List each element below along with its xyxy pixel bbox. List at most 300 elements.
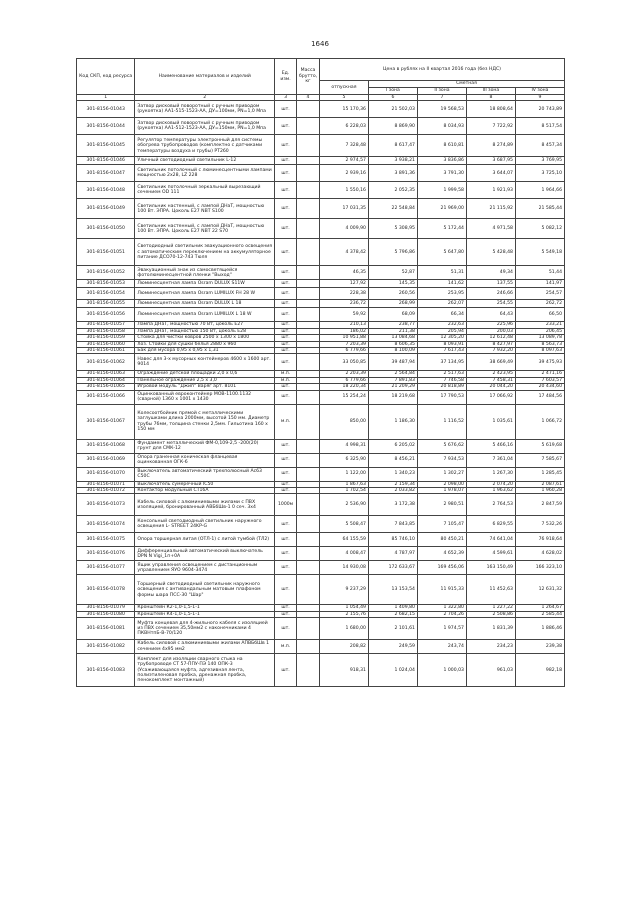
price-zone-4: 17 484,56 [515, 390, 564, 404]
price-zone-1: 8 456,21 [368, 453, 417, 467]
price-selling: 6 228,03 [319, 118, 368, 135]
table-row [77, 308, 565, 322]
table-row [77, 288, 565, 300]
price-zone-2: 1 999,58 [417, 182, 466, 199]
item-name: Кронштейн К4-1,0-1,5-1-1 [135, 611, 275, 617]
price-zone-4: 66,50 [515, 308, 564, 322]
price-zone-4: 254,57 [515, 288, 564, 300]
price-zone-4: 12 631,32 [515, 575, 564, 605]
price-zone-2: 1 974,57 [417, 618, 466, 640]
price-zone-3: 20 044,20 [466, 384, 515, 390]
header-mass: Масса брутто, кг [297, 59, 320, 95]
price-zone-1: 52,87 [368, 266, 417, 280]
page-number: 1646 [311, 40, 329, 48]
price-zone-2: 1 978,07 [417, 488, 466, 494]
price-zone-1: 13 153,54 [368, 575, 417, 605]
item-mass [297, 280, 320, 288]
table-row [77, 157, 565, 165]
item-unit: м.п. [275, 640, 297, 654]
header-unit: Ед. изм. [275, 59, 297, 95]
item-code: 301-8156-01058 [77, 328, 135, 334]
price-selling: 1 680,00 [319, 618, 368, 640]
price-zone-4: 5 549,18 [515, 239, 564, 266]
price-zone-3: 4 599,61 [466, 547, 515, 561]
price-zone-1: 2 682,15 [368, 611, 417, 617]
item-code: 301-8156-01051 [77, 239, 135, 266]
item-name: Выключатель автоматический трехполюсный Ас63 С50С [135, 467, 275, 481]
price-zone-2: 7 617,43 [417, 348, 466, 354]
item-mass [297, 561, 320, 575]
table-row [77, 390, 565, 404]
price-zone-4: 5 082,12 [515, 219, 564, 239]
item-name: Регулятор температуры электронный для системы обогрева трубопроводов (комплектно с датчиками температуры воздуха и грубы) РТ260 [135, 135, 275, 157]
price-selling: 4 008,47 [319, 547, 368, 561]
column-number: 4 [297, 95, 320, 101]
price-zone-2: 141,62 [417, 280, 466, 288]
item-code: 301-8156-01062 [77, 354, 135, 371]
item-name: Навес для 3-х мусорных контейнеров 4600 х 1600 арт. 9014 [135, 354, 275, 371]
item-name: Кабель силовой с алюминиевыми жилами АПВБбШв 1 сечением 4х95 мм2 [135, 640, 275, 654]
table-row [77, 219, 565, 239]
price-zone-1: 7 891,83 [368, 377, 417, 383]
price-zone-3: 137,55 [466, 280, 515, 288]
price-selling: 236,72 [319, 300, 368, 308]
price-zone-1: 22 548,84 [368, 199, 417, 219]
item-name: Ящик управления освещением с дистанционным управлением ЯУО 9604-3474 [135, 561, 275, 575]
price-selling: 210,13 [319, 322, 368, 328]
item-mass [297, 101, 320, 118]
column-number: 1 [77, 95, 135, 101]
price-zone-1: 8 617,47 [368, 135, 417, 157]
item-name: Колесоотбойник прямой с металлическими заглушками длина 2000мм, высотой 150 мм. Диаметр трубы 76мм, толщина стенки 2,5мм. Гильотина 160 х 150 мм [135, 404, 275, 439]
price-zone-3: 18 808,64 [466, 101, 515, 118]
price-selling: 2 536,90 [319, 494, 368, 516]
price-zone-2: 5 676,62 [417, 439, 466, 453]
item-mass [297, 547, 320, 561]
price-zone-2: 232,63 [417, 322, 466, 328]
item-unit: шт. [275, 199, 297, 219]
item-name: Комплект для изоляции сварного стыка на трубопроводе СТ 57-ППУ-ПЭ 140 ОПК-3 (Усаживающаяся муфта, адгезивная лента, полиэтиленовая пробка, дренажная пробка, пенокомплект монтажный) [135, 654, 275, 687]
price-zone-4: 2 847,59 [515, 494, 564, 516]
item-code: 301-8156-01078 [77, 575, 135, 605]
price-zone-4: 1 066,72 [515, 404, 564, 439]
item-code: 301-8156-01059 [77, 335, 135, 341]
price-zone-2: 5 172,44 [417, 219, 466, 239]
item-name: Светильник настенный, с лампой ДНаТ, мощностью 100 Вт. ЭПРА. Цоколь E27 NBT S100 [135, 199, 275, 219]
price-zone-3: 11 452,63 [466, 575, 515, 605]
price-zone-3: 8 427,97 [466, 341, 515, 347]
price-zone-4: 8 457,34 [515, 135, 564, 157]
item-mass [297, 288, 320, 300]
item-unit: шт. [275, 118, 297, 135]
item-code: 301-8156-01049 [77, 199, 135, 219]
price-zone-3: 64,43 [466, 308, 515, 322]
table-row [77, 118, 565, 135]
header-zone-3: III зона [466, 88, 515, 95]
item-code: 301-8156-01045 [77, 135, 135, 157]
price-zone-4: 239,38 [515, 640, 564, 654]
table-row [77, 575, 565, 605]
price-zone-2: 7 105,47 [417, 516, 466, 533]
table-row [77, 266, 565, 280]
price-zone-3: 17 066,92 [466, 390, 515, 404]
table-row [77, 199, 565, 219]
table-row [77, 516, 565, 533]
price-zone-3: 254,55 [466, 300, 515, 308]
table-row [77, 101, 565, 118]
price-zone-4: 13 089,78 [515, 335, 564, 341]
price-zone-1: 2 159,34 [368, 481, 417, 487]
price-zone-3: 1 831,39 [466, 618, 515, 640]
price-zone-3: 6 829,55 [466, 516, 515, 533]
table-row [77, 654, 565, 687]
price-selling: 14 930,08 [319, 561, 368, 575]
item-unit: шт. [275, 219, 297, 239]
price-zone-4: 7 532,26 [515, 516, 564, 533]
price-zone-3: 74 641,04 [466, 533, 515, 547]
price-selling: 127,92 [319, 280, 368, 288]
price-zone-4: 233,21 [515, 322, 564, 328]
item-code: 301-8156-01048 [77, 182, 135, 199]
item-code: 301-8156-01054 [77, 288, 135, 300]
table-row [77, 561, 565, 575]
price-selling: 9 237,29 [319, 575, 368, 605]
table-row [77, 182, 565, 199]
price-selling: 208,82 [319, 640, 368, 654]
price-zone-1: 18 219,68 [368, 390, 417, 404]
price-selling: 4 009,90 [319, 219, 368, 239]
price-zone-1: 68,09 [368, 308, 417, 322]
price-zone-3: 1 267,30 [466, 467, 515, 481]
item-mass [297, 300, 320, 308]
item-code: 301-8156-01080 [77, 611, 135, 617]
price-zone-4: 4 628,02 [515, 547, 564, 561]
price-selling: 6 779,66 [319, 348, 368, 354]
item-unit: шт. [275, 354, 297, 371]
price-zone-1: 13 084,68 [368, 335, 417, 341]
table-row [77, 533, 565, 547]
item-code: 301-8156-01065 [77, 384, 135, 390]
column-number: 3 [275, 95, 297, 101]
item-name: Лампа ДНаТ, мощностью 70 Вт, цоколь E27 [135, 322, 275, 328]
item-mass [297, 135, 320, 157]
price-zone-3: 7 458,31 [466, 377, 515, 383]
price-zone-4: 262,72 [515, 300, 564, 308]
item-name: Опора торшерная литая (ОТЛ-1) с литой тумбой (ТЛ2) [135, 533, 275, 547]
item-code: 301-8156-01083 [77, 654, 135, 687]
price-zone-2: 1 000,03 [417, 654, 466, 687]
price-selling: 18 220,34 [319, 384, 368, 390]
item-unit: шт. [275, 335, 297, 341]
item-unit: шт. [275, 547, 297, 561]
item-code: 301-8156-01063 [77, 371, 135, 377]
header-estimate: Сметная [368, 81, 564, 88]
price-zone-3: 961,03 [466, 654, 515, 687]
item-code: 301-8156-01073 [77, 494, 135, 516]
item-code: 301-8156-01075 [77, 533, 135, 547]
item-unit: шт. [275, 533, 297, 547]
price-zone-3: 38 669,49 [466, 354, 515, 371]
price-selling: 17 031,35 [319, 199, 368, 219]
price-zone-2: 19 568,53 [417, 101, 466, 118]
price-selling: 6 325,90 [319, 453, 368, 467]
price-zone-1: 211,38 [368, 328, 417, 334]
item-unit: шт. [275, 266, 297, 280]
price-zone-3: 1 921,93 [466, 182, 515, 199]
item-code: 301-8156-01081 [77, 618, 135, 640]
item-mass [297, 654, 320, 687]
price-zone-3: 163 150,49 [466, 561, 515, 575]
price-zone-4: 2 585,44 [515, 611, 564, 617]
price-zone-1: 1 024,04 [368, 654, 417, 687]
item-unit: шт. [275, 654, 297, 687]
price-zone-1: 4 787,97 [368, 547, 417, 561]
item-mass [297, 239, 320, 266]
item-code: 301-8156-01079 [77, 605, 135, 611]
price-zone-3: 3 687,95 [466, 157, 515, 165]
item-name: Торшерный светодиодный светильник наружного освещения с антивандальным матовым плафоном формы шара ПСС-30 "Шар" [135, 575, 275, 605]
price-selling: 59,92 [319, 308, 368, 322]
price-zone-4: 982,18 [515, 654, 564, 687]
item-name: Уличный светодиодный светильник L-12 [135, 157, 275, 165]
item-code: 301-8156-01066 [77, 390, 135, 404]
price-zone-1: 6 205,02 [368, 439, 417, 453]
item-unit: шт. [275, 453, 297, 467]
price-zone-4: 8 517,54 [515, 118, 564, 135]
item-mass [297, 199, 320, 219]
item-unit: шт. [275, 467, 297, 481]
price-zone-2: 7 746,58 [417, 377, 466, 383]
header-name: Наименование материалов и изделий [135, 59, 275, 95]
price-zone-2: 243,74 [417, 640, 466, 654]
item-mass [297, 182, 320, 199]
price-selling: 10 951,88 [319, 335, 368, 341]
item-unit: шт. [275, 308, 297, 322]
table-row [77, 494, 565, 516]
price-selling: 4 378,42 [319, 239, 368, 266]
price-selling: 5 508,47 [319, 516, 368, 533]
price-zone-2: 205,94 [417, 328, 466, 334]
item-unit: шт. [275, 439, 297, 453]
item-mass [297, 453, 320, 467]
item-name: Опора граненная коническая фланцевая оцинкованная ОГК-6 [135, 453, 275, 467]
item-name: Люминесцентная лампа Osram LUMILUX L 18 W [135, 308, 275, 322]
price-zone-4: 3 725,10 [515, 165, 564, 182]
table-row [77, 135, 565, 157]
price-zone-4: 8 097,63 [515, 348, 564, 354]
price-selling: 1 122,00 [319, 467, 368, 481]
item-unit: шт. [275, 341, 297, 347]
item-mass [297, 467, 320, 481]
price-selling: 15 254,24 [319, 390, 368, 404]
price-zone-4: 20 434,60 [515, 384, 564, 390]
price-zone-3: 2 423,95 [466, 371, 515, 377]
item-code: 301-8156-01069 [77, 453, 135, 467]
price-zone-3: 4 971,58 [466, 219, 515, 239]
price-zone-3: 21 115,92 [466, 199, 515, 219]
table-row [77, 640, 565, 654]
column-number: 6 [368, 95, 417, 101]
item-code: 301-8156-01044 [77, 118, 135, 135]
item-mass [297, 308, 320, 322]
price-zone-4: 21 585,44 [515, 199, 564, 219]
price-zone-4: 166 323,10 [515, 561, 564, 575]
price-zone-3: 225,96 [466, 322, 515, 328]
item-code: 301-8156-01052 [77, 266, 135, 280]
item-unit: шт. [275, 605, 297, 611]
item-unit: 1000м [275, 494, 297, 516]
price-zone-2: 51,31 [417, 266, 466, 280]
item-code: 301-8156-01060 [77, 341, 135, 347]
price-zone-2: 1 116,52 [417, 404, 466, 439]
price-selling: 4 998,31 [319, 439, 368, 453]
item-mass [297, 165, 320, 182]
price-zone-3: 7 722,92 [466, 118, 515, 135]
item-code: 301-8156-01056 [77, 308, 135, 322]
item-unit: м.п. [275, 404, 297, 439]
item-name: Затвор дисковый поворотный с ручным приводом (рукоятка) АА1-512-1523-АА, ДУ=150мм, PN=1,0 Мпа [135, 118, 275, 135]
item-code: 301-8156-01047 [77, 165, 135, 182]
price-selling: 1 054,49 [319, 605, 368, 611]
item-code: 301-8156-01076 [77, 547, 135, 561]
price-zone-2: 7 934,53 [417, 453, 466, 467]
column-number: 8 [466, 95, 515, 101]
price-zone-2: 3 836,86 [417, 157, 466, 165]
item-unit: шт. [275, 101, 297, 118]
price-selling: 1 867,63 [319, 481, 368, 487]
item-mass [297, 404, 320, 439]
price-selling: 6 779,66 [319, 377, 368, 383]
item-unit: м.п. [275, 371, 297, 377]
table-row [77, 453, 565, 467]
price-zone-3: 234,23 [466, 640, 515, 654]
price-zone-1: 21 209,29 [368, 384, 417, 390]
item-unit: м.п. [275, 377, 297, 383]
price-selling: 850,00 [319, 404, 368, 439]
price-zone-3: 5 466,16 [466, 439, 515, 453]
price-selling: 2 939,16 [319, 165, 368, 182]
item-code: 301-8156-01053 [77, 280, 135, 288]
price-zone-2: 2 980,51 [417, 494, 466, 516]
price-zone-3: 49,34 [466, 266, 515, 280]
item-code: 301-8156-01082 [77, 640, 135, 654]
price-zone-2: 11 915,33 [417, 575, 466, 605]
item-name: Люминесцентная лампа Osram DULUX S11W [135, 280, 275, 288]
item-unit: шт. [275, 300, 297, 308]
item-unit: шт. [275, 280, 297, 288]
item-name: Бак для мусора 0,95 х 0,95 х 1,31 [135, 348, 275, 354]
header-selling: отпускная [319, 81, 368, 95]
price-selling: 7 203,39 [319, 341, 368, 347]
item-code: 301-8156-01067 [77, 404, 135, 439]
item-name: Кабель силовой с алюминиевыми жилами с ПВХ изоляцией, бронированный АВБбШв-1 0 сеч. 3х4 [135, 494, 275, 516]
price-zone-3: 8 274,89 [466, 135, 515, 157]
price-zone-1: 3 172,38 [368, 494, 417, 516]
item-unit: шт. [275, 182, 297, 199]
price-zone-1: 2 101,61 [368, 618, 417, 640]
price-zone-1: 8 869,90 [368, 118, 417, 135]
item-code: 301-8156-01057 [77, 322, 135, 328]
price-zone-1: 2 564,84 [368, 371, 417, 377]
price-zone-4: 1 964,66 [515, 182, 564, 199]
price-zone-1: 8 100,09 [368, 348, 417, 354]
item-mass [297, 618, 320, 640]
price-zone-2: 17 790,53 [417, 390, 466, 404]
header-code: Код СКП, код ресурса [77, 59, 135, 95]
price-zone-1: 268,99 [368, 300, 417, 308]
item-name: Фундамент металлический ФМ-0,109-2,5 -200(20) грунт для СМК-12 [135, 439, 275, 453]
table-row [77, 439, 565, 453]
price-zone-3: 1 963,62 [466, 488, 515, 494]
item-mass [297, 157, 320, 165]
item-unit: шт. [275, 328, 297, 334]
item-name: Светильник настенный, с лампой ДНаТ, мощностью 100 Вт. ЭПРА. Цоколь E27 NBT 22 S70 [135, 219, 275, 239]
price-zone-2: 4 652,39 [417, 547, 466, 561]
item-code: 301-8156-01043 [77, 101, 135, 118]
price-zone-4: 1 285,45 [515, 467, 564, 481]
item-name: Светильник потолочный с люминесцентными лампами мощностью 2х28, LZ 228 [135, 165, 275, 182]
column-number: 2 [135, 95, 275, 101]
item-name: Люминесцентная лампа Osram LUMILUX FH 28 W [135, 288, 275, 300]
item-mass [297, 354, 320, 371]
price-zone-1: 5 796,86 [368, 239, 417, 266]
item-mass [297, 118, 320, 135]
item-code: 301-8156-01071 [77, 481, 135, 487]
table-row [77, 239, 565, 266]
item-name: Затвор дисковый поворотный с ручным приводом (рукоятка) АА1-515-1523-АА, ДУ=100мм, PN=1,0 Мпа [135, 101, 275, 118]
price-zone-1: 1 186,30 [368, 404, 417, 439]
price-zone-4: 39 475,93 [515, 354, 564, 371]
item-mass [297, 533, 320, 547]
item-unit: шт. [275, 575, 297, 605]
item-name: Кронштейн К2-1,0-1,5-1-1 [135, 605, 275, 611]
price-zone-1: 3 938,21 [368, 157, 417, 165]
price-zone-2: 262,07 [417, 300, 466, 308]
price-zone-4: 7 585,67 [515, 453, 564, 467]
price-zone-4: 206,45 [515, 328, 564, 334]
price-zone-1: 172 633,67 [368, 561, 417, 575]
price-zone-2: 2 704,26 [417, 611, 466, 617]
price-zone-4: 1 886,46 [515, 618, 564, 640]
price-selling: 918,31 [319, 654, 368, 687]
table-row [77, 354, 565, 371]
table-row [77, 467, 565, 481]
item-mass [297, 390, 320, 404]
price-zone-4: 141,97 [515, 280, 564, 288]
price-zone-1: 2 052,35 [368, 182, 417, 199]
table-row [77, 300, 565, 308]
item-unit: шт. [275, 618, 297, 640]
price-zone-2: 8 034,93 [417, 118, 466, 135]
price-zone-3: 12 612,48 [466, 335, 515, 341]
item-code: 301-8156-01050 [77, 219, 135, 239]
item-name: Светильник потолочный зеркальный вырезающий сечением OD 111 [135, 182, 275, 199]
price-zone-1: 1 340,23 [368, 467, 417, 481]
price-zone-3: 1 035,61 [466, 404, 515, 439]
item-name: Игровой модуль "Джип" Варяг арт. 8101 [135, 384, 275, 390]
price-zone-1: 249,59 [368, 640, 417, 654]
item-name: Выключатель сумеречный IC50 [135, 481, 275, 487]
item-name: Дифференциальный автоматический выключатель DPN N Vigi_1п+0А [135, 547, 275, 561]
price-selling: 7 328,48 [319, 135, 368, 157]
item-unit: шт. [275, 611, 297, 617]
item-code: 301-8156-01074 [77, 516, 135, 533]
item-name: Муфта концевая для 4-жильного кабеля с изоляцией из ПВХ сечением 35,50мм2 с наконечниками 4 ПКВНтпБ-В-70/120 [135, 618, 275, 640]
price-zone-2: 169 456,06 [417, 561, 466, 575]
header-zone-4: IV зона [515, 88, 564, 95]
price-zone-4: 2 471,16 [515, 371, 564, 377]
header-zone-1: I зона [368, 88, 417, 95]
